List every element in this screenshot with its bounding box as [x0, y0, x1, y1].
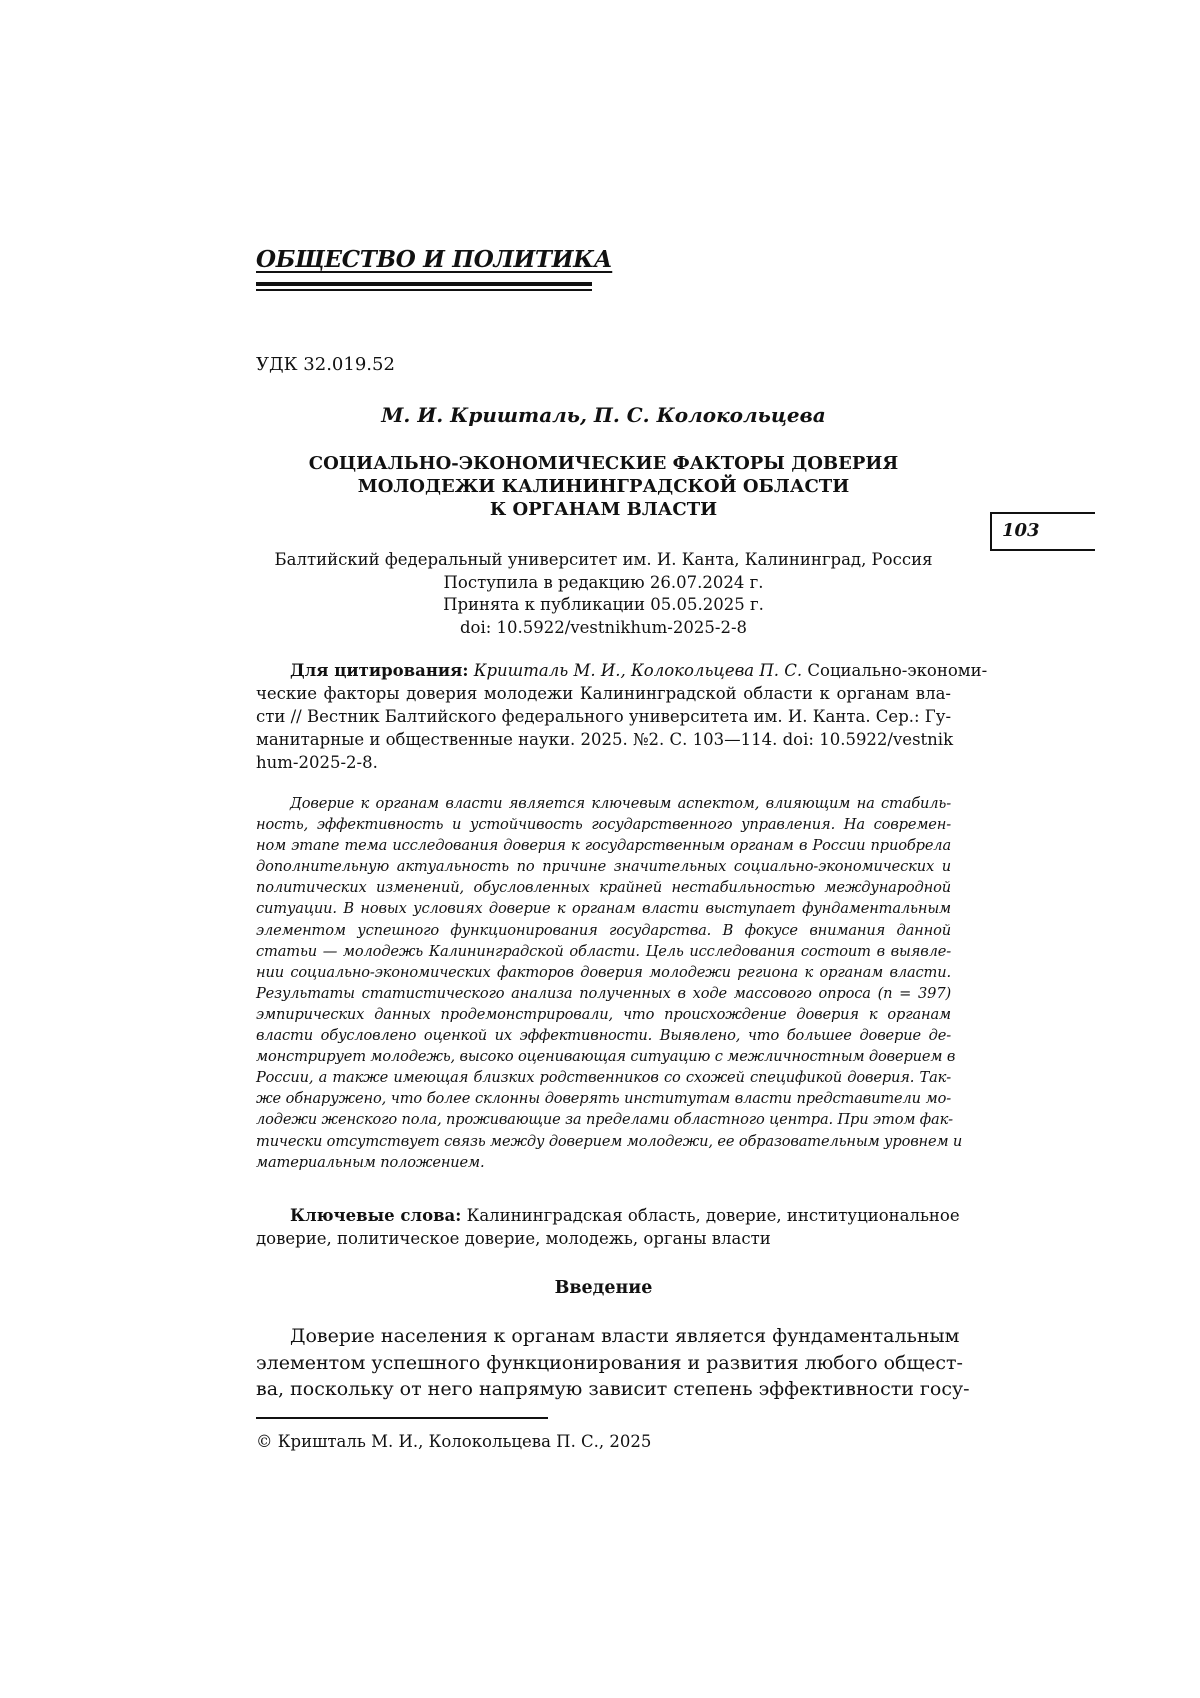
abstract-line: ситуации. В новых условиях доверие к органам власти выступает фундаментальным: [256, 900, 951, 918]
citation-label: Для цитирования:: [290, 661, 469, 680]
citation-line: ческие факторы доверия молодежи Калининградской области к органам вла-: [256, 684, 951, 703]
citation-text: Социально-экономи-: [807, 661, 988, 680]
title-line: К ОРГАНАМ ВЛАСТИ: [489, 499, 718, 520]
keywords-line: доверие, политическое доверие, молодежь, органы власти: [256, 1229, 771, 1248]
affiliation-university: Балтийский федеральный университет им. И. Канта, Калининград, Россия: [274, 550, 933, 569]
section-rule-thin: [256, 289, 592, 291]
page-number-box: [990, 512, 1095, 550]
abstract: [256, 793, 963, 1173]
udk-code: УДК 32.019.52: [256, 354, 395, 375]
keywords-block: [256, 1204, 960, 1250]
body-line: ва, поскольку от него напрямую зависит степень эффективности госу-: [256, 1378, 970, 1400]
page-number-rule-top: [990, 512, 1095, 514]
citation-line: hum-2025-2-8.: [256, 753, 378, 772]
abstract-line: элементом успешного функционирования государства. В фокусе внимания данной: [256, 921, 951, 939]
footnote-rule: [256, 1417, 548, 1419]
abstract-line: России, а также имеющая близких родственников со схожей спецификой доверия. Так-: [256, 1069, 951, 1087]
citation-authors: Кришталь М. И., Колокольцева П. С.: [473, 661, 803, 680]
page-number: 103: [1002, 520, 1040, 541]
keywords-text: Калининградская область, доверие, институциональное: [466, 1206, 960, 1225]
citation-line: сти // Вестник Балтийского федерального университета им. И. Канта. Сер.: Гу-: [256, 707, 952, 726]
body-line: Доверие населения к органам власти является фундаментальным: [290, 1325, 960, 1347]
citation-block: [256, 659, 988, 774]
citation-line: [256, 659, 988, 682]
keywords-label: Ключевые слова:: [290, 1206, 462, 1225]
section-heading-intro: Введение: [554, 1278, 653, 1298]
abstract-line: лодежи женского пола, проживающие за пределами областного центра. При этом фак-: [256, 1111, 953, 1129]
body-line: элементом успешного функционирования и развития любого общест-: [256, 1351, 963, 1374]
section-rule-thick: [256, 282, 592, 286]
abstract-line: ном этапе тема исследования доверия к государственным органам в России приобрела: [256, 837, 951, 855]
title-line: МОЛОДЕЖИ КАЛИНИНГРАДСКОЙ ОБЛАСТИ: [357, 476, 850, 497]
citation-line: манитарные и общественные науки. 2025. №2. С. 103—114. doi: 10.5922/vestnik: [256, 730, 954, 749]
accepted-date: Принята к публикации 05.05.2025 г.: [443, 595, 764, 614]
copyright-note: © Кришталь М. И., Колокольцева П. С., 2025: [256, 1432, 652, 1451]
article-authors: М. И. Кришталь, П. С. Колокольцева: [381, 403, 826, 427]
page-number-rule-left: [990, 512, 992, 550]
abstract-line: дополнительную актуальность по причине значительных социально-экономических и: [256, 858, 951, 876]
abstract-line: эмпирических данных продемонстрировали, что происхождение доверия к органам: [256, 1005, 951, 1023]
section-header: [256, 246, 613, 273]
title-line: СОЦИАЛЬНО-ЭКОНОМИЧЕСКИЕ ФАКТОРЫ ДОВЕРИЯ: [308, 453, 899, 474]
abstract-line: ность, эффективность и устойчивость государственного управления. На современ-: [256, 816, 951, 834]
abstract-line: тически отсутствует связь между доверием молодежи, ее образовательным уровнем и: [256, 1132, 963, 1150]
intro-paragraph: [256, 1323, 970, 1403]
page-number-rule-bottom: [990, 549, 1095, 551]
abstract-line: же обнаружено, что более склонны доверять институтам власти представители мо-: [256, 1090, 951, 1108]
keywords-line: [256, 1204, 960, 1227]
abstract-line: Доверие к органам власти является ключевым аспектом, влияющим на стабиль-: [290, 795, 951, 812]
section-title: ОБЩЕСТВО И ПОЛИТИКА: [256, 246, 613, 273]
affiliation-block: [256, 549, 951, 639]
abstract-line: политических изменений, обусловленных крайней нестабильностью международной: [256, 879, 951, 897]
abstract-line: материальным положением.: [256, 1153, 485, 1171]
doi: doi: 10.5922/vestnikhum-2025-2-8: [459, 617, 748, 637]
abstract-line: статьи — молодежь Калининградской области. Цель исследования состоит в выявле-: [256, 942, 951, 960]
abstract-line: нии социально-экономических факторов доверия молодежи региона к органам власти.: [256, 963, 951, 981]
received-date: Поступила в редакцию 26.07.2024 г.: [443, 572, 764, 592]
article-title: [256, 452, 951, 521]
abstract-line: Результаты статистического анализа полученных в ходе массового опроса (n = 397): [256, 984, 951, 1002]
abstract-line: монстрирует молодежь, высоко оценивающая ситуацию с межличностным доверием в: [256, 1048, 956, 1066]
abstract-line: власти обусловлено оценкой их эффективности. Выявлено, что большее доверие де-: [256, 1027, 951, 1045]
